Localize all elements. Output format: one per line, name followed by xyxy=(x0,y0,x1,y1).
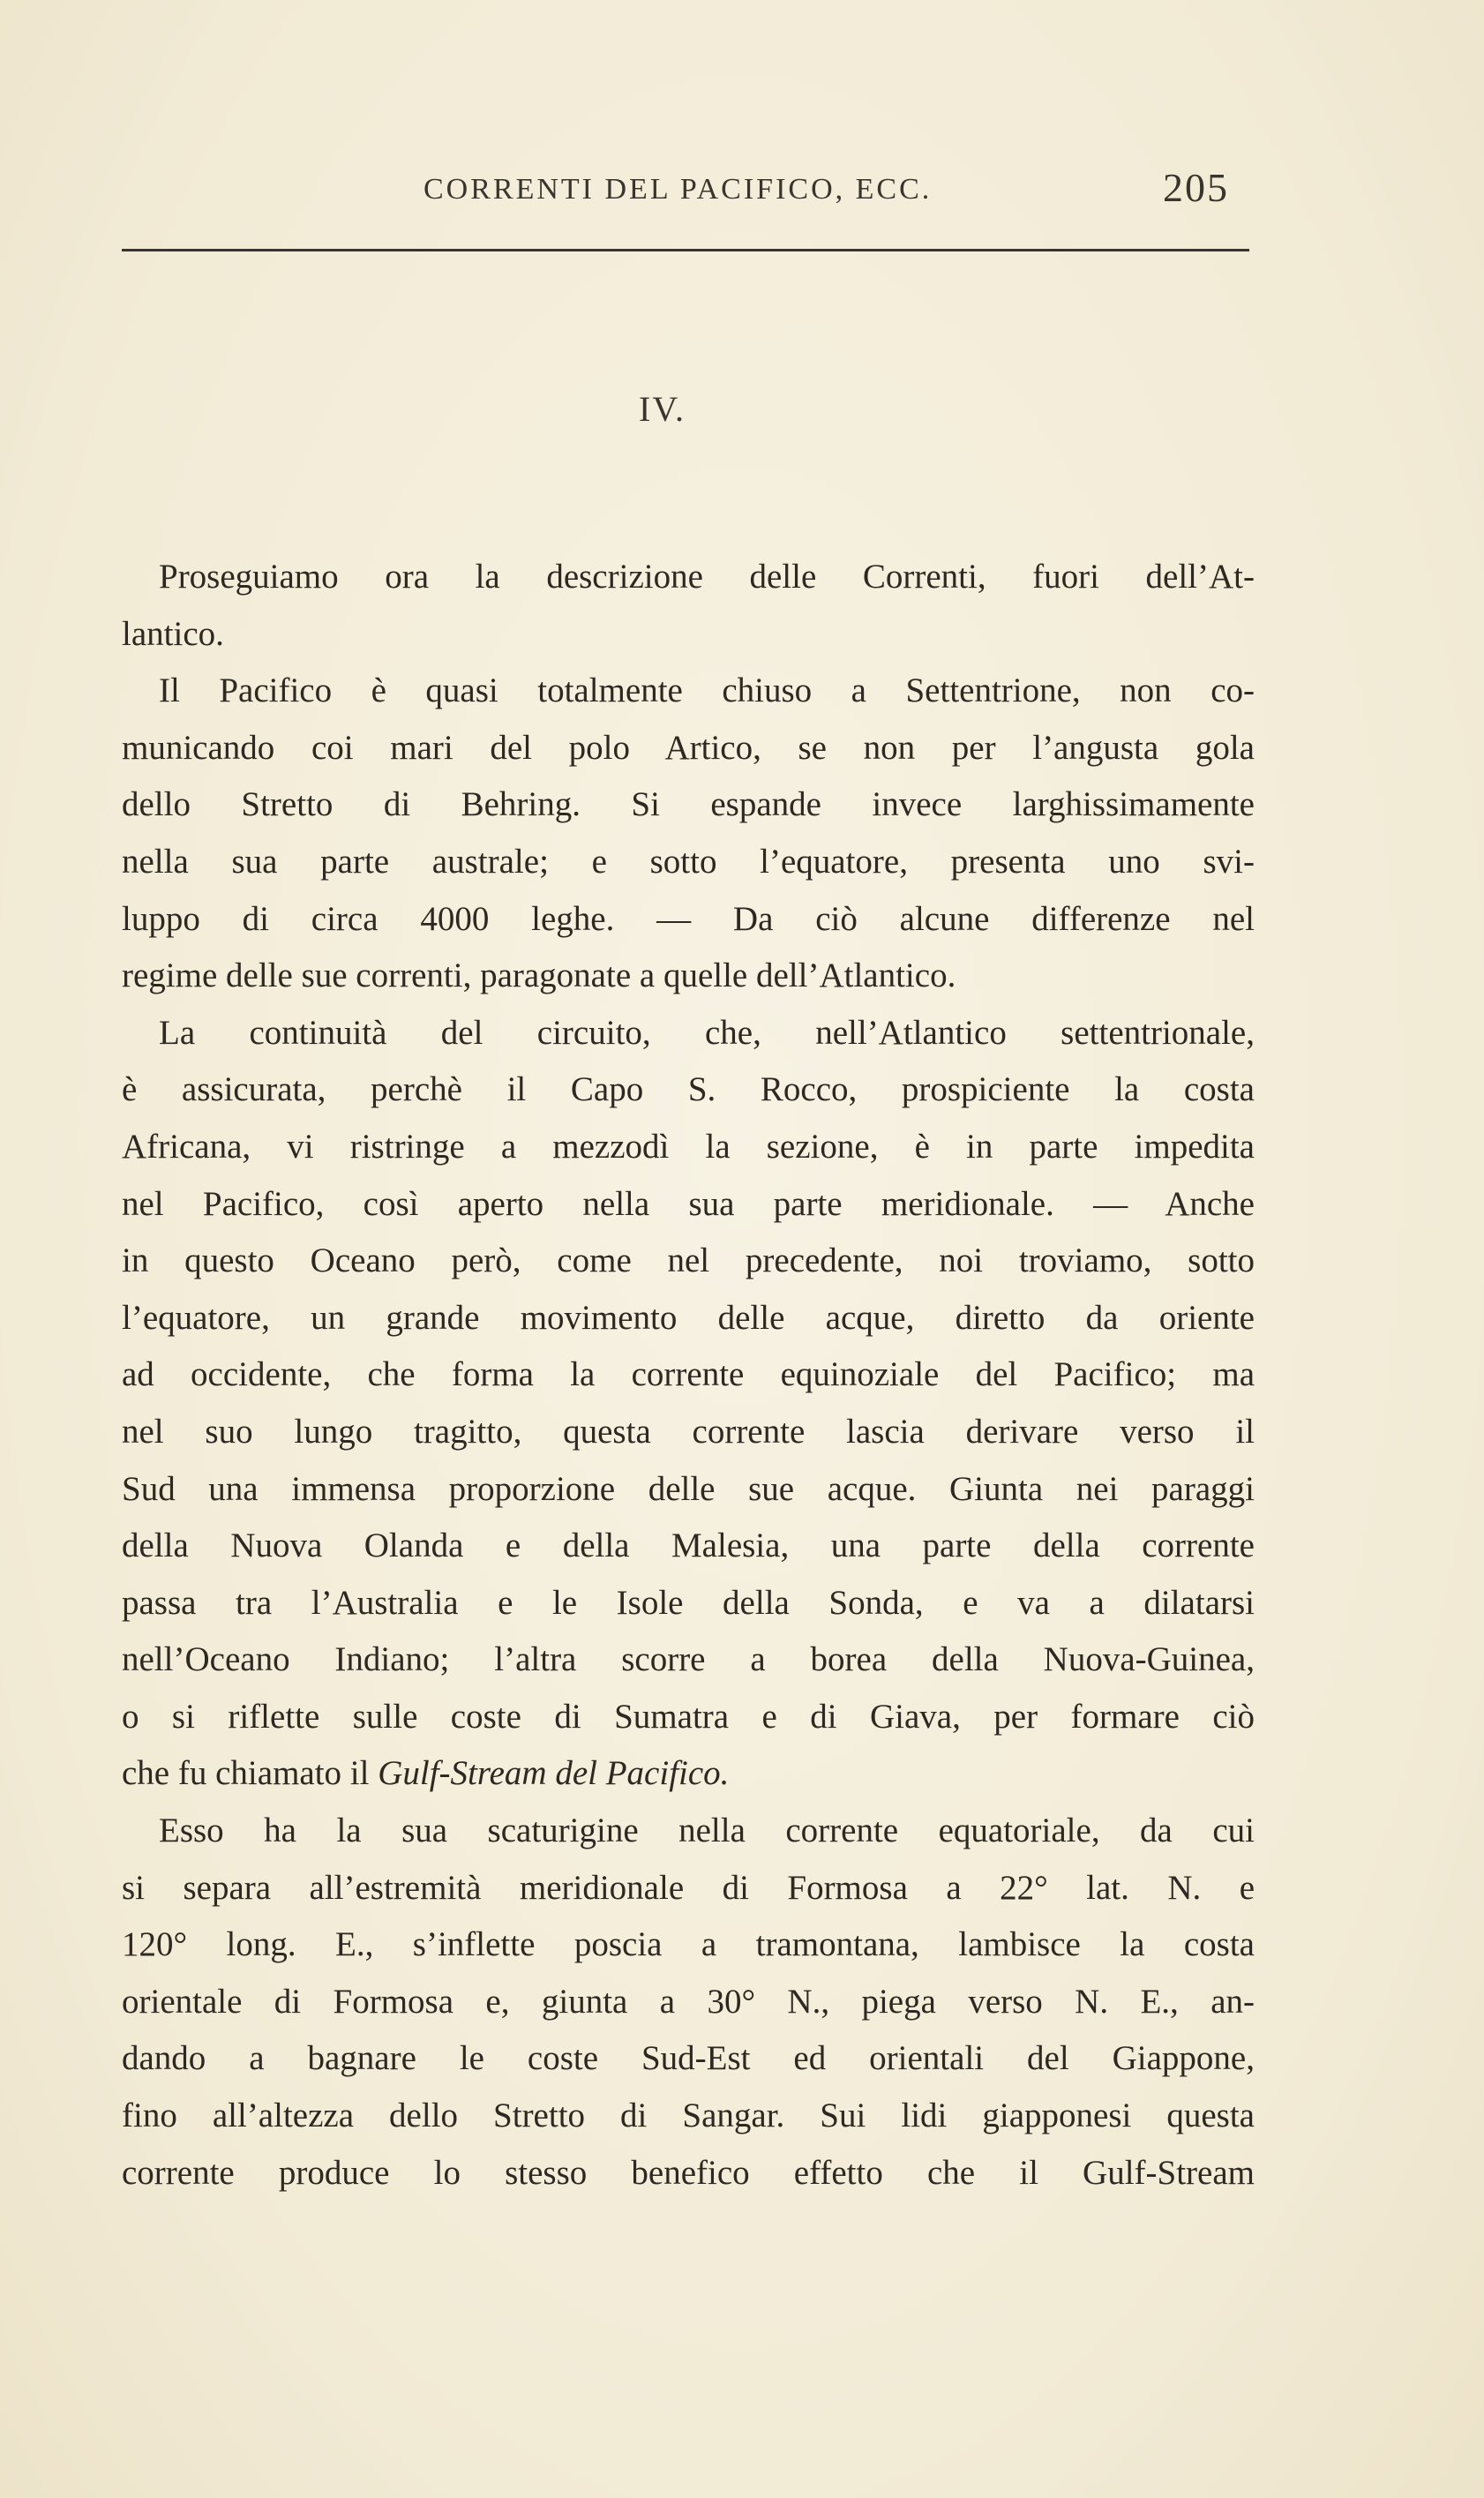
text-line: passa tra l’Australia e le Isole della Sonda, e va a dilatarsi xyxy=(122,1583,1255,1622)
text-line: ad occidente, che forma la corrente equinoziale del Pacifico; ma xyxy=(122,1355,1255,1394)
text-line: o si riflette sulle coste di Sumatra e di Giava, per formare ciò xyxy=(122,1697,1255,1736)
text-line: Africana, vi ristringe a mezzodì la sezione, è in parte impedita xyxy=(122,1127,1255,1166)
text-line: nel Pacifico, così aperto nella sua parte meridionale. — Anche xyxy=(122,1184,1255,1223)
text-line: dello Stretto di Behring. Si espande invece larghissimamente xyxy=(122,785,1255,824)
text-line: 120° long. E., s’inflette poscia a tramontana, lambisce la costa xyxy=(122,1925,1255,1964)
text-line: Il Pacifico è quasi totalmente chiuso a Settentrione, non co- xyxy=(159,671,1255,710)
text-run: che fu chiamato il xyxy=(122,1754,378,1793)
text-line: Proseguiamo ora la descrizione delle Correnti, fuori dell’At- xyxy=(159,558,1255,596)
text-line: nel suo lungo tragitto, questa corrente lascia derivare verso il xyxy=(122,1412,1255,1451)
text-line: si separa all’estremità meridionale di Formosa a 22° lat. N. e xyxy=(122,1868,1255,1907)
text-line: corrente produce lo stesso benefico effetto che il Gulf-Stream xyxy=(122,2153,1255,2192)
body-text xyxy=(122,549,1255,2202)
text-line: lantico. xyxy=(122,614,224,653)
text-line: Sud una immensa proporzione delle sue acque. Giunta nei paraggi xyxy=(122,1469,1255,1508)
text-line: in questo Oceano però, come nel precedente, noi troviamo, sotto xyxy=(122,1241,1255,1280)
text-line: l’equatore, un grande movimento delle acque, diretto da oriente xyxy=(122,1298,1255,1337)
text-line: è assicurata, perchè il Capo S. Rocco, prospiciente la costa xyxy=(122,1070,1255,1109)
text-line xyxy=(122,1745,1255,1803)
text-line: Esso ha la sua scaturigine nella corrente equatoriale, da cui xyxy=(159,1812,1255,1850)
text-line: nella sua parte australe; e sotto l’equatore, presenta uno svi- xyxy=(122,842,1255,881)
text-line: nell’Oceano Indiano; l’altra scorre a borea della Nuova-Guinea, xyxy=(122,1640,1255,1679)
header-rule xyxy=(122,249,1249,251)
text-line: orientale di Formosa e, giunta a 30° N., piega verso N. E., an- xyxy=(122,1982,1255,2021)
text-line: fino all’altezza dello Stretto di Sangar. Sui lidi giapponesi questa xyxy=(122,2097,1255,2135)
text-line: dando a bagnare le coste Sud-Est ed orientali del Giappone, xyxy=(122,2039,1255,2078)
section-number: IV. xyxy=(639,389,686,429)
text-line: luppo di circa 4000 leghe. — Da ciò alcune differenze nel xyxy=(122,899,1255,938)
text-line: La continuità del circuito, che, nell’Atlantico settentrionale, xyxy=(159,1013,1255,1052)
page-number: 205 xyxy=(1163,165,1229,210)
text-line: municando coi mari del polo Artico, se non per l’angusta gola xyxy=(122,728,1255,767)
italic-term: Gulf-Stream del Pacifico. xyxy=(378,1754,730,1793)
text-line: della Nuova Olanda e della Malesia, una parte della corrente xyxy=(122,1527,1255,1565)
running-head: CORRENTI DEL PACIFICO, ECC. xyxy=(423,173,933,206)
text-line: regime delle sue correnti, paragonate a quelle dell’Atlantico. xyxy=(122,956,956,995)
